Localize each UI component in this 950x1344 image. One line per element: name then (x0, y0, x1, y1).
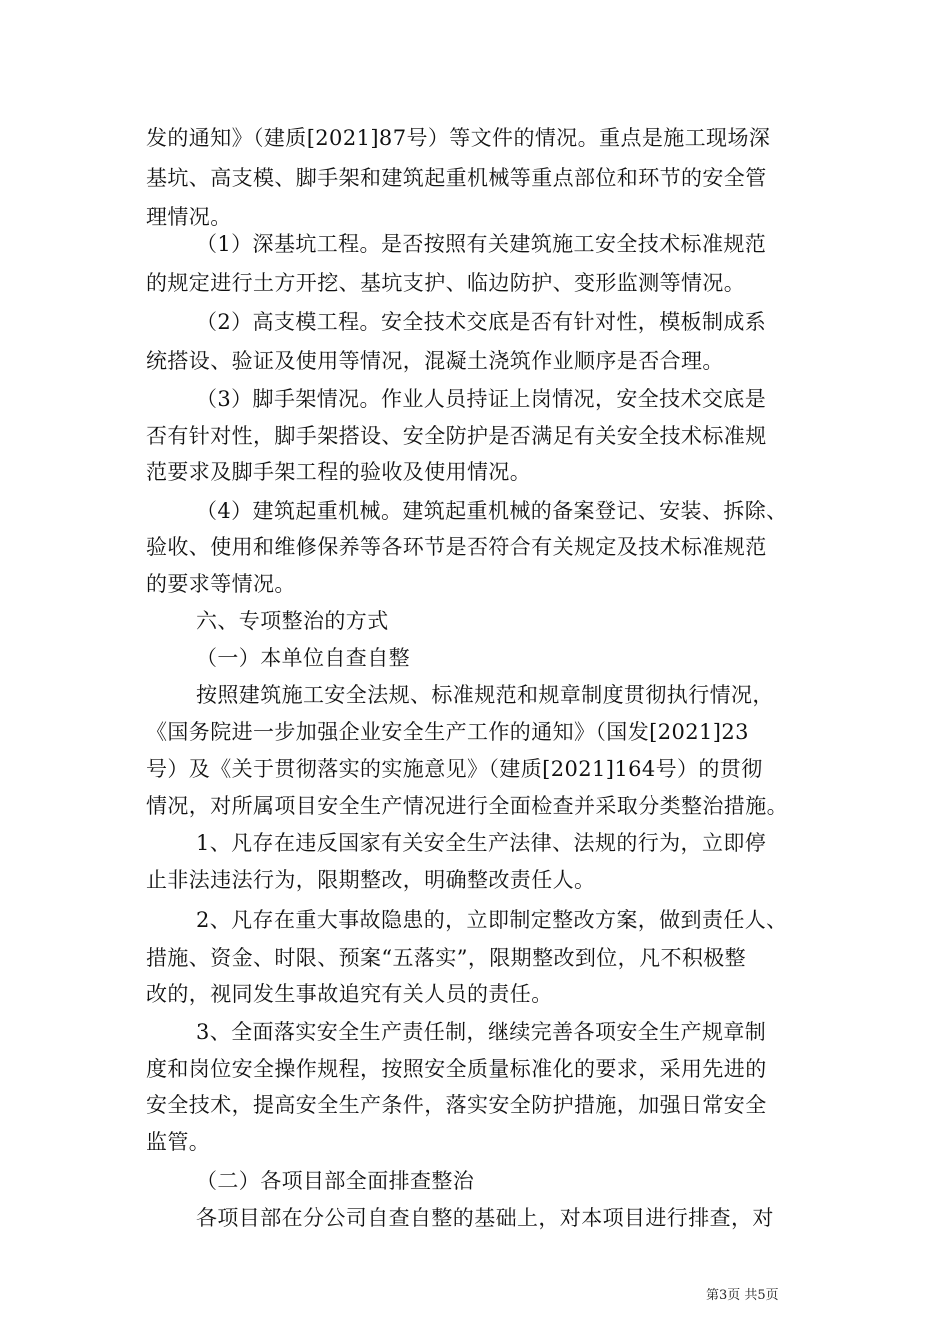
text-line: 的规定进行土方开挖、基坑支护、临边防护、变形监测等情况。 (146, 271, 746, 295)
text-line: （3）脚手架情况。作业人员持证上岗情况，安全技术交底是 (196, 387, 767, 411)
text-line: 情况，对所属项目安全生产情况进行全面检查并采取分类整治措施。 (146, 794, 788, 818)
text-line: 3、全面落实安全生产责任制，继续完善各项安全生产规章制 (196, 1020, 767, 1044)
subsection-heading: （一）本单位自查自整 (196, 646, 410, 670)
text-line: 的要求等情况。 (146, 572, 296, 596)
text-line: 止非法违法行为，限期整改，明确整改责任人。 (146, 868, 596, 892)
text-line: 安全技术，提高安全生产条件，落实安全防护措施，加强日常安全 (146, 1093, 767, 1117)
section-heading: 六、专项整治的方式 (196, 609, 389, 633)
text-line: 1、凡存在违反国家有关安全生产法律、法规的行为，立即停 (196, 831, 767, 855)
text-line: 基坑、高支模、脚手架和建筑起重机械等重点部位和环节的安全管 (146, 166, 767, 190)
text-line: 统搭设、验证及使用等情况，混凝土浇筑作业顺序是否合理。 (146, 349, 724, 373)
text-line: 各项目部在分公司自查自整的基础上，对本项目进行排查，对 (196, 1206, 774, 1230)
text-line: 理情况。 (146, 205, 232, 229)
text-line: （1）深基坑工程。是否按照有关建筑施工安全技术标准规范 (196, 232, 767, 256)
text-line: 改的，视同发生事故追究有关人员的责任。 (146, 982, 553, 1006)
text-line: 监管。 (146, 1130, 211, 1154)
text-line: 《国务院进一步加强企业安全生产工作的通知》（国发[2021]23 (146, 720, 749, 744)
text-line: （2）高支模工程。安全技术交底是否有针对性，模板制成系 (196, 310, 767, 334)
text-line: 验收、使用和维修保养等各环节是否符合有关规定及技术标准规范 (146, 535, 767, 559)
subsection-heading: （二）各项目部全面排查整治 (196, 1169, 475, 1193)
text-line: 发的通知》（建质[2021]87号）等文件的情况。重点是施工现场深 (146, 126, 771, 150)
text-line: 按照建筑施工安全法规、标准规范和规章制度贯彻执行情况， (196, 683, 774, 707)
text-line: 措施、资金、时限、预案“五落实”，限期整改到位，凡不积极整 (146, 946, 747, 970)
page-number-footer: 第3页 共5页 (706, 1288, 779, 1303)
text-line: （4）建筑起重机械。建筑起重机械的备案登记、安装、拆除、 (196, 499, 788, 523)
text-line: 号）及《关于贯彻落实的实施意见》（建质[2021]164号）的贯彻 (146, 757, 763, 781)
text-line: 范要求及脚手架工程的验收及使用情况。 (146, 460, 532, 484)
text-line: 否有针对性，脚手架搭设、安全防护是否满足有关安全技术标准规 (146, 424, 767, 448)
text-line: 度和岗位安全操作规程，按照安全质量标准化的要求，采用先进的 (146, 1057, 767, 1081)
text-line: 2、凡存在重大事故隐患的，立即制定整改方案，做到责任人、 (196, 908, 788, 932)
